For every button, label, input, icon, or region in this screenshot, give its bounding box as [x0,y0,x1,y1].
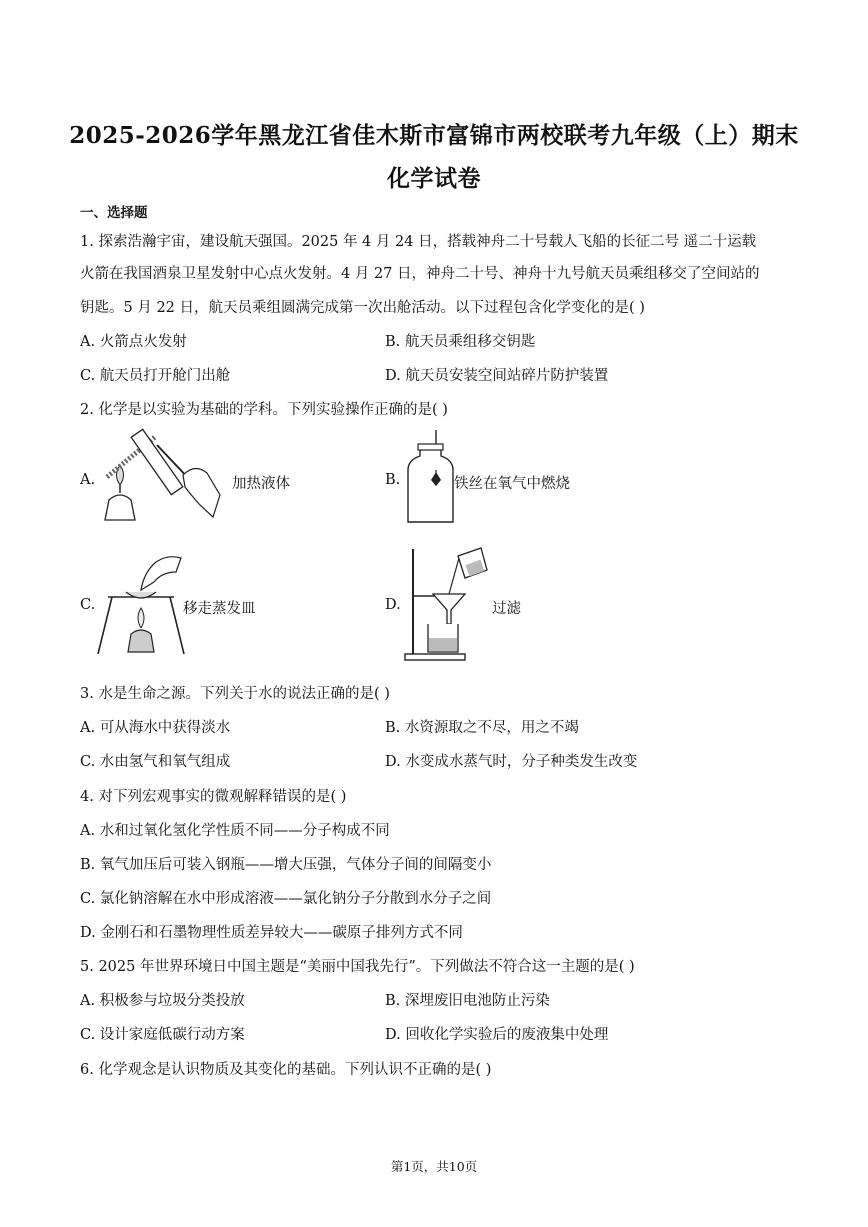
page-subtitle: 化学试卷 [387,165,481,192]
q4-option-d: D. 金刚石和石墨物理性质差异较大——碳原子排列方式不同 [80,925,463,941]
heating-liquid-figure [95,425,235,525]
q4-option-a: A. 水和过氧化氢化学性质不同——分子构成不同 [80,823,390,839]
q2-stem: 2. 化学是以实验为基础的学科。下列实验操作正确的是( ) [80,402,448,418]
q3-option-a: A. 可从海水中获得淡水 [80,720,231,736]
q2-option-a-letter: A. [80,472,96,488]
q1-stem-line2: 火箭在我国酒泉卫星发射中心点火发射。4 月 27 日，神舟二十号、神舟十九号航天员乘组移交了空间站的 [80,266,760,282]
evaporating-dish-figure [96,552,186,657]
iron-wire-burning-figure [403,430,458,526]
q3-option-d: D. 水变成水蒸气时，分子种类发生改变 [385,754,638,770]
q3-option-c: C. 水由氢气和氧气组成 [80,754,231,770]
q5-stem: 5. 2025 年世界环境日中国主题是“美丽中国我先行”。下列做法不符合这一主题的是( ) [80,959,635,975]
section-heading: 一、选择题 [80,205,148,221]
q1-option-d: D. 航天员安装空间站碎片防护装置 [385,368,609,384]
q2-option-d-caption: 过滤 [492,601,521,617]
q2-option-b-caption: 铁丝在氧气中燃烧 [454,476,570,492]
q4-option-b: B. 氧气加压后可装入钢瓶——增大压强，气体分子间的间隔变小 [80,857,492,873]
q2-option-c-letter: C. [80,597,96,613]
q5-option-d: D. 回收化学实验后的废液集中处理 [385,1027,609,1043]
q2-option-b-letter: B. [385,472,401,488]
q5-option-a: A. 积极参与垃圾分类投放 [80,993,245,1009]
q4-stem: 4. 对下列宏观事实的微观解释错误的是( ) [80,789,347,805]
q1-stem-line1: 1. 探索浩瀚宇宙，建设航天强国。2025 年 4 月 24 日，搭载神舟二十号载人飞船的长征二号 遥二十运载 [80,234,757,250]
q1-stem-line3: 钥匙。5 月 22 日，航天员乘组圆满完成第一次出舱活动。以下过程包含化学变化的是( ) [80,300,645,316]
filtration-figure [403,544,488,662]
q6-stem: 6. 化学观念是认识物质及其变化的基础。下列认识不正确的是( ) [80,1062,492,1078]
q5-option-c: C. 设计家庭低碳行动方案 [80,1027,245,1043]
q1-option-b: B. 航天员乘组移交钥匙 [385,334,536,350]
q3-stem: 3. 水是生命之源。下列关于水的说法正确的是( ) [80,686,390,702]
q1-option-a: A. 火箭点火发射 [80,334,187,350]
q5-option-b: B. 深埋废旧电池防止污染 [385,993,550,1009]
page-title: 2025-2026学年黑龙江省佳木斯市富锦市两校联考九年级（上）期末 [69,122,799,149]
q2-option-d-letter: D. [385,597,401,613]
page-footer: 第1页，共10页 [390,1159,478,1174]
q3-option-b: B. 水资源取之不尽，用之不竭 [385,720,579,736]
q2-option-a-caption: 加热液体 [232,476,290,492]
q4-option-c: C. 氯化钠溶解在水中形成溶液——氯化钠分子分散到水分子之间 [80,891,492,907]
q2-option-c-caption: 移走蒸发皿 [183,601,256,617]
q1-option-c: C. 航天员打开舱门出舱 [80,368,231,384]
